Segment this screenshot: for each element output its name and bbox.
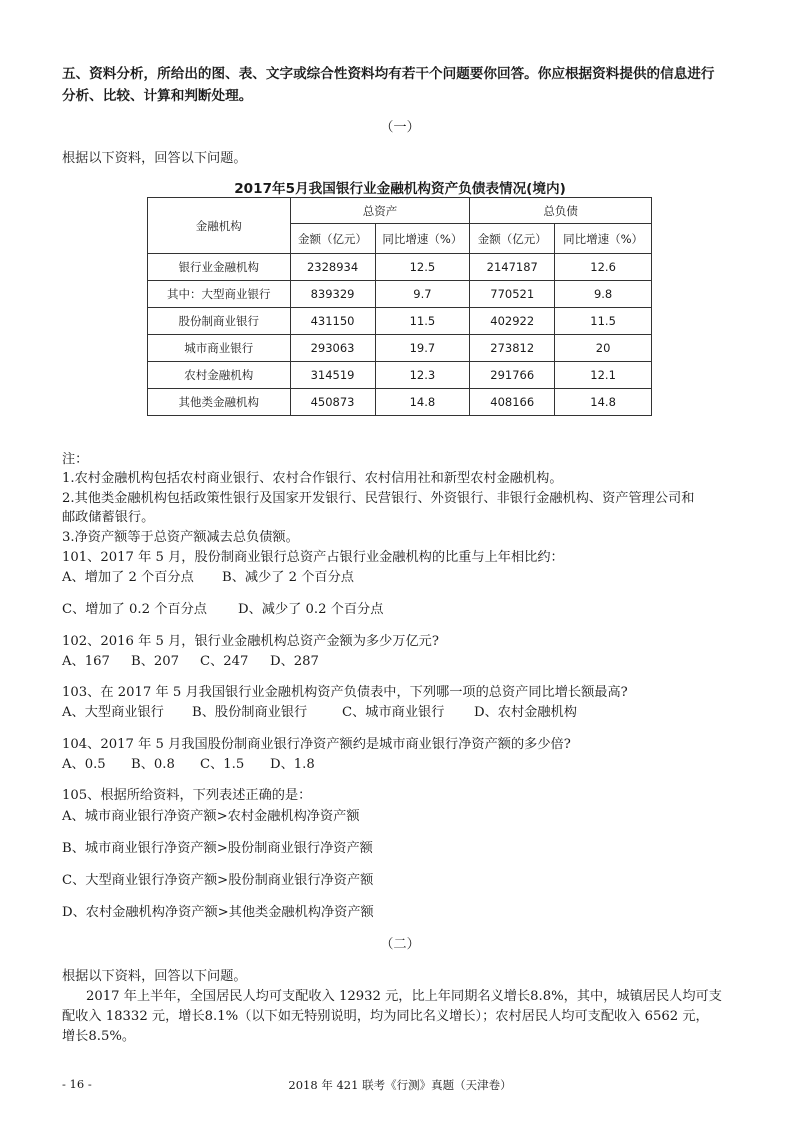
q105-option-d: D、农村金融机构净资产额>其他类金融机构净资产额 — [62, 905, 374, 920]
row-assets-growth: 19.7 — [375, 335, 470, 362]
row-liabilities-growth: 12.6 — [555, 254, 652, 281]
row-name: 银行业金融机构 — [148, 254, 291, 281]
col-header-institution: 金融机构 — [148, 198, 291, 254]
q104-option-c: C、1.5 — [200, 757, 245, 772]
row-name: 股份制商业银行 — [148, 308, 291, 335]
row-name: 农村金融机构 — [148, 362, 291, 389]
row-assets-growth: 12.3 — [375, 362, 470, 389]
row-liabilities-growth: 20 — [555, 335, 652, 362]
question-103: 103、在 2017 年 5 月我国银行业金融机构资产负债表中，下列哪一项的总资产同比增长额最高? — [62, 685, 628, 700]
note-2-cont: 邮政储蓄银行。 — [62, 510, 155, 525]
row-liabilities-growth: 11.5 — [555, 308, 652, 335]
col-group-liabilities: 总负债 — [470, 198, 652, 224]
q103-option-c: C、城市商业银行 — [342, 705, 445, 720]
paragraph-line — [86, 985, 722, 1004]
part-label: （一） — [380, 120, 420, 135]
table-row — [148, 281, 652, 308]
question-102: 102、2016 年 5 月，银行业金融机构总资产金额为多少万亿元? — [62, 634, 439, 649]
row-assets: 2328934 — [290, 254, 375, 281]
footer-title: 2018 年 421 联考《行测》真题（天津卷） — [288, 1078, 512, 1092]
paragraph-text: （以下如无特别说明，均为同比名义增长）；农村居民人均可支配收入 6562 元， — [238, 1009, 709, 1024]
paragraph-line — [62, 1005, 709, 1024]
sub-header-amount: 金额（亿元） — [470, 224, 555, 254]
q104-option-d: D、1.8 — [270, 757, 315, 772]
sub-header-growth: 同比增速（%） — [555, 224, 652, 254]
notes-label: 注： — [62, 452, 89, 467]
q105-option-c: C、大型商业银行净资产额>股份制商业银行净资产额 — [62, 873, 374, 888]
row-liabilities: 408166 — [470, 389, 555, 416]
q102-option-c: C、247 — [200, 654, 249, 669]
paragraph-line — [62, 1025, 135, 1044]
table-row — [148, 335, 652, 362]
intro-text: 根据以下资料，回答以下问题。 — [62, 151, 247, 166]
part-label: （二） — [380, 937, 420, 952]
q102-option-b: B、207 — [131, 654, 180, 669]
row-assets: 314519 — [290, 362, 375, 389]
row-liabilities-growth: 9.8 — [555, 281, 652, 308]
row-name: 其中：大型商业银行 — [148, 281, 291, 308]
q101-option-b: B、减少了 2 个百分点 — [222, 570, 354, 585]
row-liabilities: 273812 — [470, 335, 555, 362]
note-3: 3.净资产额等于总资产额减去总负债额。 — [62, 530, 299, 545]
q103-option-d: D、农村金融机构 — [474, 705, 577, 720]
growth-rate: 8.8% — [530, 989, 564, 1004]
row-liabilities: 402922 — [470, 308, 555, 335]
sub-header-growth: 同比增速（%） — [375, 224, 470, 254]
table-row — [148, 308, 652, 335]
q102-option-a: A、167 — [62, 654, 110, 669]
q103-option-b: B、股份制商业银行 — [192, 705, 308, 720]
row-liabilities: 291766 — [470, 362, 555, 389]
row-assets: 431150 — [290, 308, 375, 335]
row-liabilities-growth: 12.1 — [555, 362, 652, 389]
row-liabilities: 2147187 — [470, 254, 555, 281]
row-name: 城市商业银行 — [148, 335, 291, 362]
q105-option-b: B、城市商业银行净资产额>股份制商业银行净资产额 — [62, 841, 373, 856]
table-row — [148, 254, 652, 281]
paragraph-text: 增长 — [62, 1029, 89, 1044]
row-assets-growth: 11.5 — [375, 308, 470, 335]
question-105: 105、根据所给资料，下列表述正确的是： — [62, 788, 312, 803]
row-assets-growth: 9.7 — [375, 281, 470, 308]
intro-text: 根据以下资料，回答以下问题。 — [62, 969, 247, 984]
balance-sheet-table — [147, 197, 652, 416]
question-104: 104、2017 年 5 月我国股份制商业银行净资产额约是城市商业银行净资产额的多少倍? — [62, 737, 571, 752]
growth-rate: 8.5% — [88, 1029, 122, 1044]
section-heading: 五、资料分析，所给出的图、表、文字或综合性资料均有若干个问题要你回答。你应根据资料提供的信息进行 — [62, 66, 715, 82]
q104-option-b: B、0.8 — [131, 757, 175, 772]
row-name: 其他类金融机构 — [148, 389, 291, 416]
q103-option-a: A、大型商业银行 — [62, 705, 164, 720]
paragraph-text: 2017 年上半年，全国居民人均可支配收入 12932 元，比上年同期名义增长 — [86, 989, 531, 1004]
q101-option-c: C、增加了 0.2 个百分点 — [62, 602, 207, 617]
q104-option-a: A、0.5 — [62, 757, 106, 772]
note-1: 1.农村金融机构包括农村商业银行、农村合作银行、农村信用社和新型农村金融机构。 — [62, 471, 563, 486]
row-liabilities: 770521 — [470, 281, 555, 308]
row-assets: 450873 — [290, 389, 375, 416]
section-heading-cont: 分析、比较、计算和判断处理。 — [62, 88, 253, 104]
row-assets: 293063 — [290, 335, 375, 362]
q102-option-d: D、287 — [270, 654, 319, 669]
table-title: 2017年5月我国银行业金融机构资产负债表情况(境内) — [234, 181, 566, 197]
row-liabilities-growth: 14.8 — [555, 389, 652, 416]
note-2: 2.其他类金融机构包括政策性银行及国家开发银行、民营银行、外资银行、非银行金融机构、资产管理公司和 — [62, 491, 695, 506]
page-number: - 16 - — [62, 1077, 92, 1091]
sub-header-amount: 金额（亿元） — [290, 224, 375, 254]
table-row — [148, 362, 652, 389]
q105-option-a: A、城市商业银行净资产额>农村金融机构净资产额 — [62, 809, 360, 824]
paragraph-text: 。 — [121, 1029, 136, 1044]
question-101: 101、2017 年 5 月，股份制商业银行总资产占银行业金融机构的比重与上年相比约： — [62, 550, 564, 565]
q101-option-a: A、增加了 2 个百分点 — [62, 570, 194, 585]
growth-rate: 8.1% — [204, 1009, 239, 1024]
row-assets: 839329 — [290, 281, 375, 308]
paragraph-text: 配收入 18332 元，增长 — [62, 1009, 205, 1024]
row-assets-growth: 14.8 — [375, 389, 470, 416]
paragraph-text: ，其中，城镇居民人均可支 — [563, 989, 722, 1004]
col-group-assets: 总资产 — [290, 198, 470, 224]
q101-option-d: D、减少了 0.2 个百分点 — [238, 602, 384, 617]
row-assets-growth: 12.5 — [375, 254, 470, 281]
table-row — [148, 389, 652, 416]
